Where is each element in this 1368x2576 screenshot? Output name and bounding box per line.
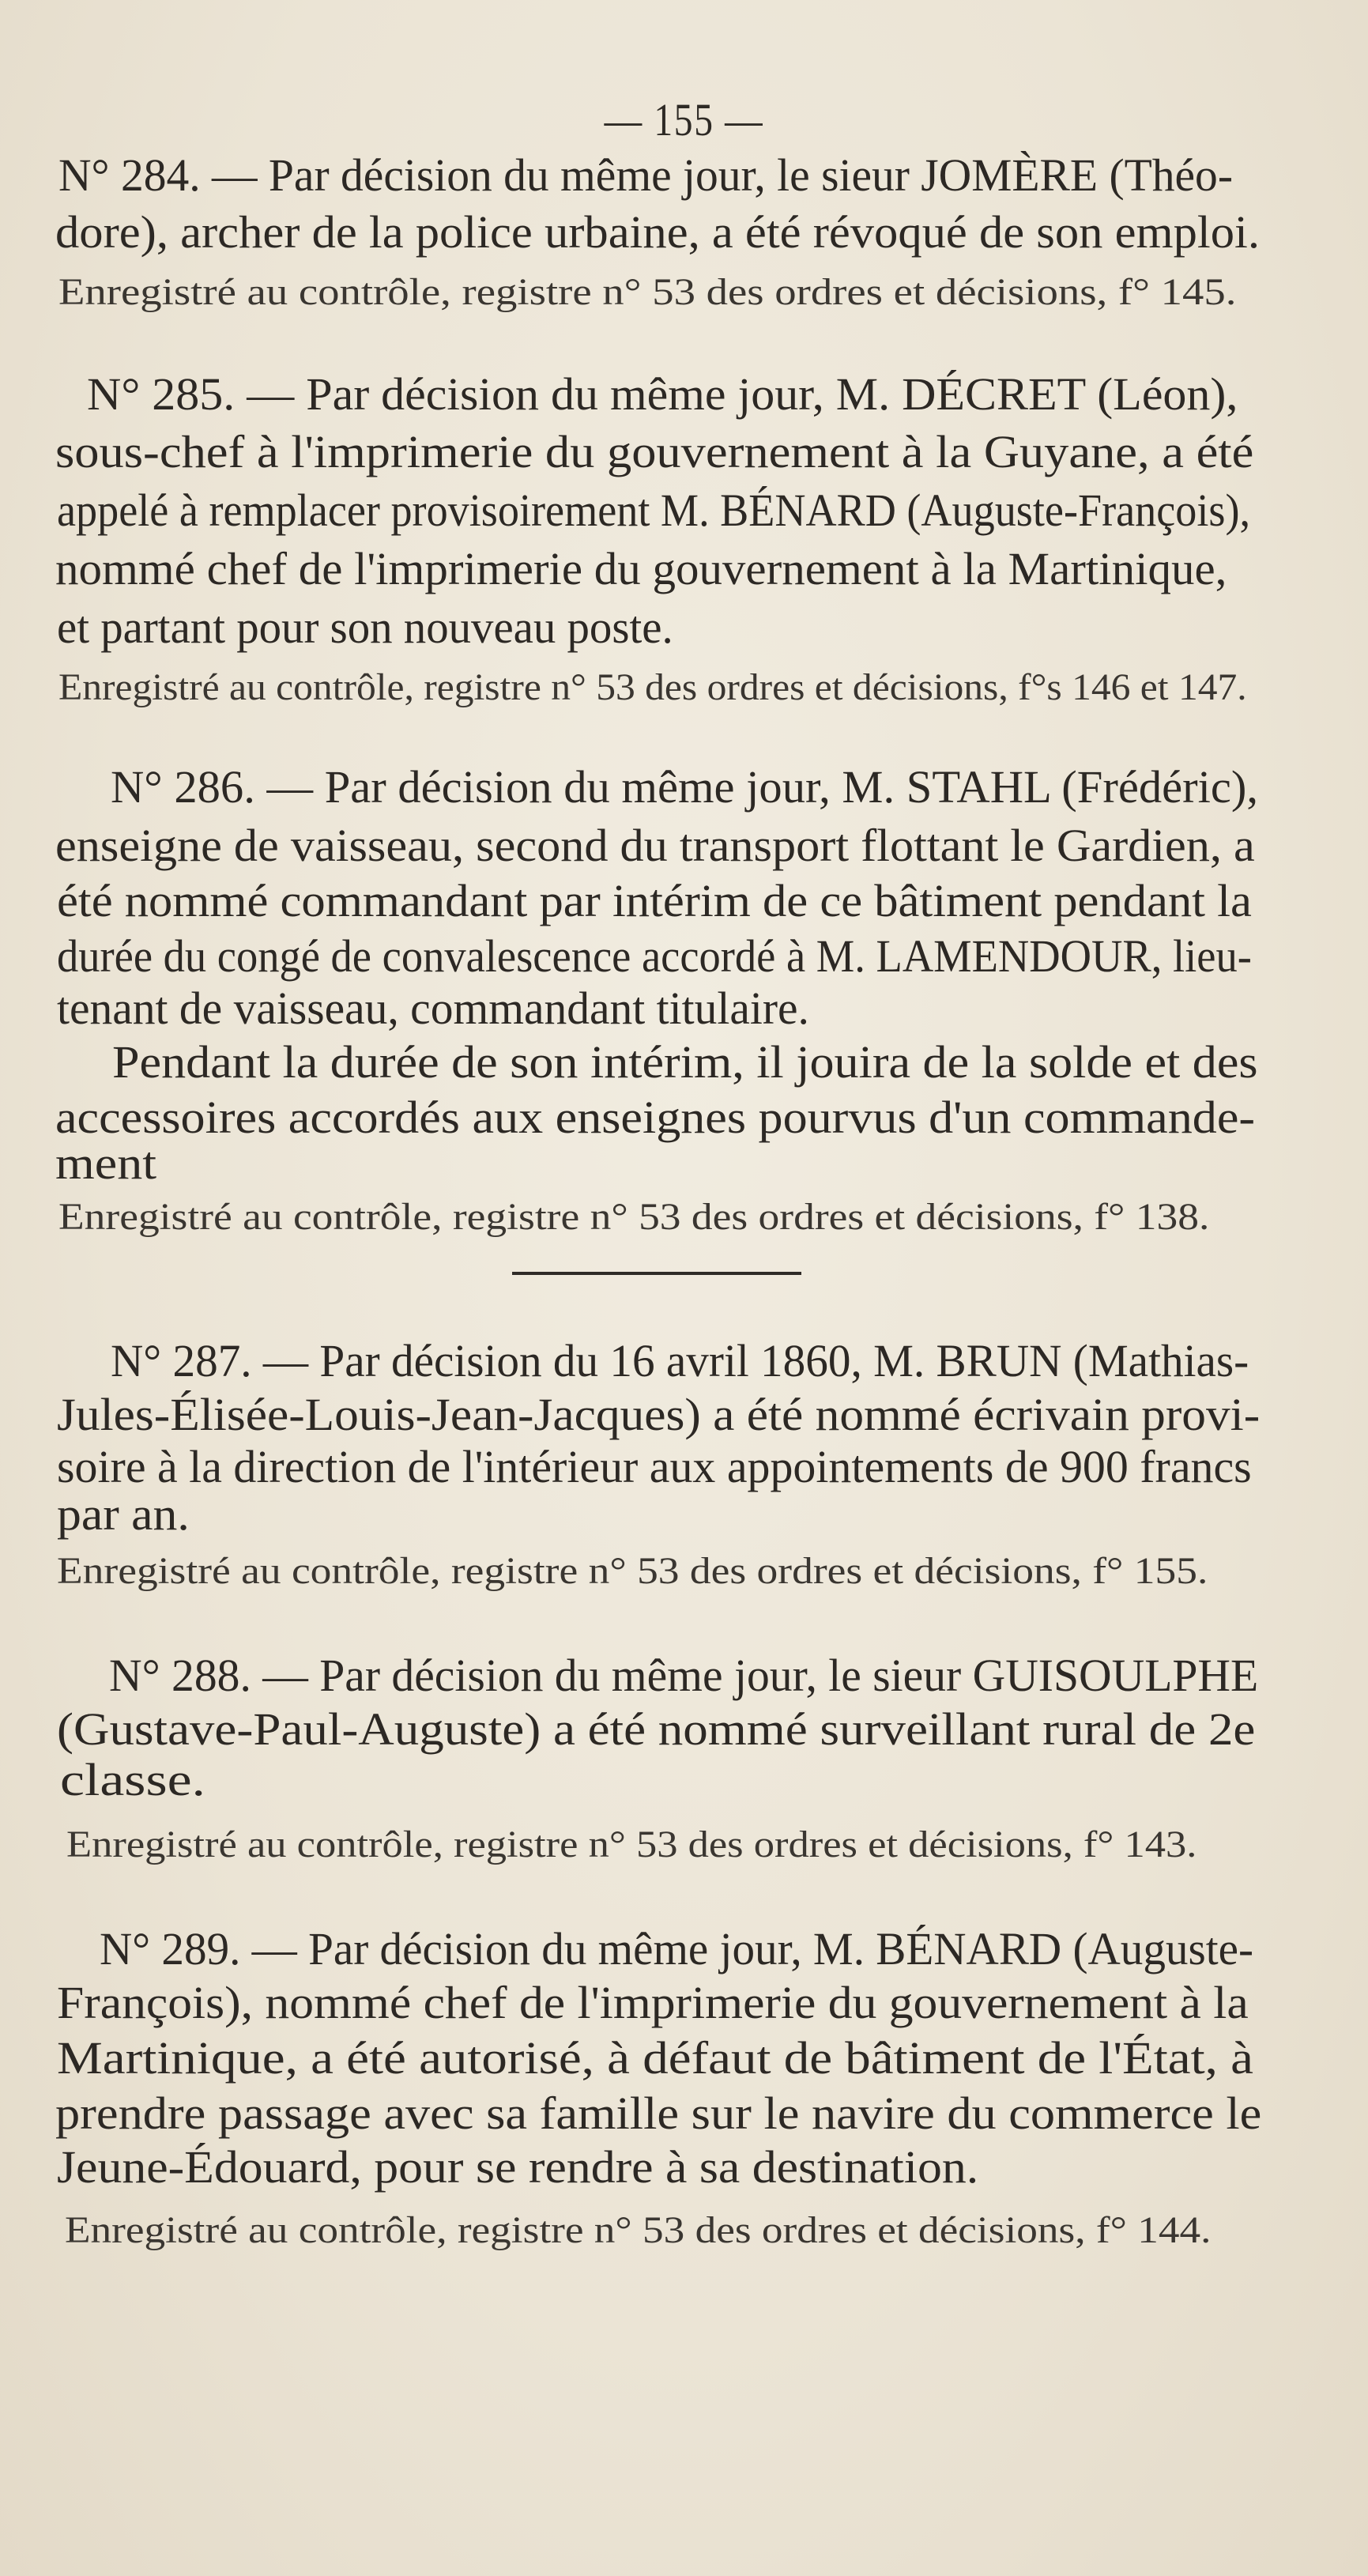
entry-line: Jeune-Édouard, pour se rendre à sa destination. — [57, 2141, 979, 2193]
section-divider — [512, 1272, 801, 1275]
registration-note: Enregistré au contrôle, registre n° 53 des ordres et décisions, f° 138. — [58, 1196, 1210, 1238]
entry-line: durée du congé de convalescence accordé à M. LAMENDOUR, lieu- — [57, 930, 1252, 982]
entry-line: N° 286. — Par décision du même jour, M. STAHL (Frédéric), — [111, 761, 1259, 813]
entry-line: Martinique, a été autorisé, à défaut de bâtiment de l'État, à — [57, 2032, 1253, 2084]
entry-line: classe. — [60, 1754, 205, 1805]
entry-line: N° 285. — Par décision du même jour, M. DÉCRET (Léon), — [87, 368, 1238, 420]
entry-line: tenant de vaisseau, commandant titulaire. — [57, 983, 809, 1034]
entry-line: François), nommé chef de l'imprimerie du gouvernement à la — [57, 1977, 1249, 2028]
entry-line: Pendant la durée de son intérim, il jouira de la solde et des — [112, 1036, 1258, 1088]
registration-note: Enregistré au contrôle, registre n° 53 des ordres et décisions, f° 155. — [57, 1550, 1208, 1592]
entry-line: et partant pour son nouveau poste. — [57, 602, 673, 653]
entry-line: par an. — [57, 1488, 190, 1540]
entry-line: accessoires accordés aux enseignes pourvus d'un commande- — [55, 1092, 1256, 1143]
entry-line: N° 288. — Par décision du même jour, le sieur GUISOULPHE — [109, 1650, 1259, 1701]
entry-line: soire à la direction de l'intérieur aux appointements de 900 francs — [57, 1441, 1252, 1492]
entry-line: N° 287. — Par décision du 16 avril 1860, M. BRUN (Mathias- — [111, 1335, 1249, 1386]
entry-line: appelé à remplacer provisoirement M. BÉNARD (Auguste-François), — [57, 485, 1251, 536]
entry-line: enseigne de vaisseau, second du transport flottant le Gardien, a — [55, 820, 1255, 871]
registration-note: Enregistré au contrôle, registre n° 53 des ordres et décisions, f° 145. — [58, 271, 1237, 313]
entry-line: N° 284. — Par décision du même jour, le sieur JOMÈRE (Théo- — [58, 149, 1233, 201]
entry-line: dore), archer de la police urbaine, a été révoqué de son emploi. — [55, 206, 1261, 258]
entry-line: prendre passage avec sa famille sur le navire du commerce le — [55, 2088, 1262, 2139]
entry-line: (Gustave-Paul-Auguste) a été nommé surveillant rural de 2e — [57, 1703, 1256, 1755]
registration-note: Enregistré au contrôle, registre n° 53 des ordres et décisions, f° 143. — [66, 1824, 1197, 1865]
entry-line: été nommé commandant par intérim de ce bâtiment pendant la — [57, 875, 1252, 926]
entry-line: ment — [55, 1137, 156, 1189]
registration-note: Enregistré au contrôle, registre n° 53 des ordres et décisions, f° 144. — [65, 2209, 1212, 2251]
entry-line: Jules-Élisée-Louis-Jean-Jacques) a été nommé écrivain provi- — [57, 1389, 1261, 1440]
page-number-header: — 155 — — [604, 94, 764, 145]
entry-line: sous-chef à l'imprimerie du gouvernement à la Guyane, a été — [55, 426, 1254, 477]
registration-note: Enregistré au contrôle, registre n° 53 des ordres et décisions, f°s 146 et 147. — [58, 666, 1247, 708]
entry-line: N° 289. — Par décision du même jour, M. BÉNARD (Auguste- — [100, 1923, 1253, 1974]
entry-line: nommé chef de l'imprimerie du gouvernement à la Martinique, — [55, 543, 1227, 594]
